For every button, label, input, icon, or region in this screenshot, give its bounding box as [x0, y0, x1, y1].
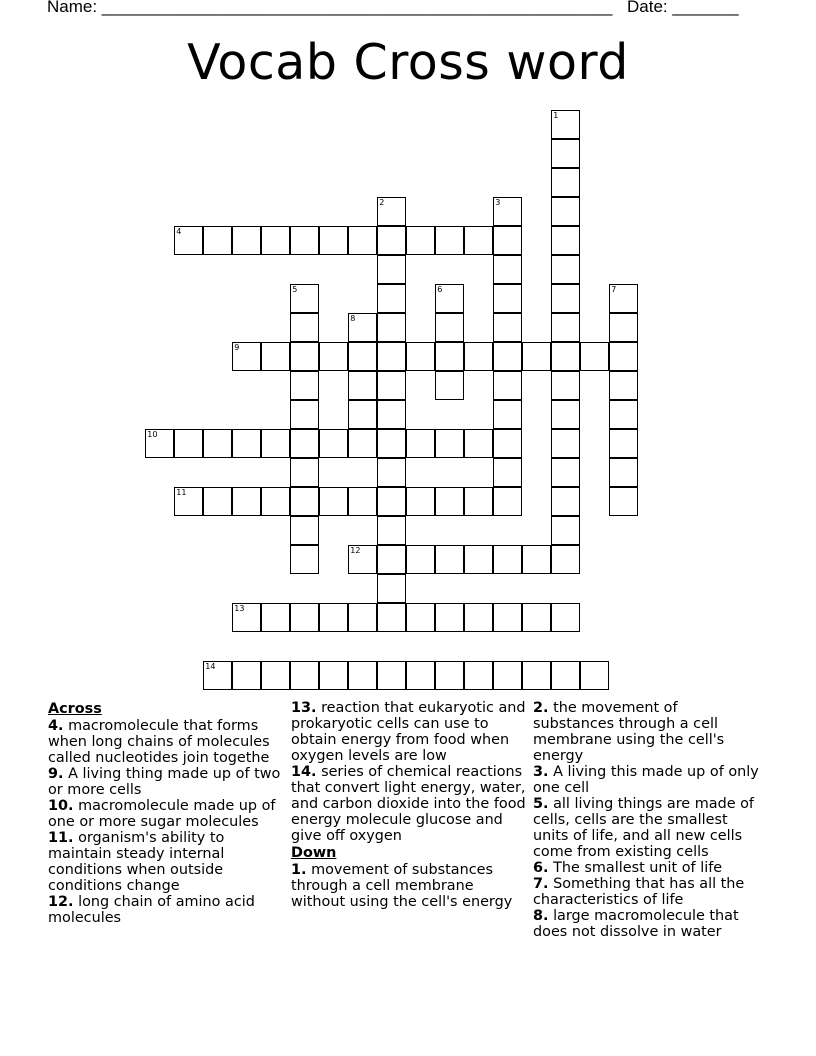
clue-text: macromolecule that forms when long chains of molecules called nucleotides join togethe: [48, 718, 270, 766]
grid-cell[interactable]: [493, 545, 522, 574]
clue-text: long chain of amino acid molecules: [48, 894, 255, 926]
grid-cell[interactable]: [377, 516, 406, 545]
grid-cell[interactable]: [493, 284, 522, 313]
grid-cell[interactable]: [493, 197, 522, 226]
grid-cell[interactable]: [551, 255, 580, 284]
grid-cell[interactable]: [319, 429, 348, 458]
clue-text: large macromolecule that does not dissolve in water: [533, 908, 739, 940]
grid-cell[interactable]: [435, 226, 464, 255]
grid-cell[interactable]: [406, 342, 435, 371]
cell-number: 8: [350, 314, 356, 324]
grid-cell[interactable]: [174, 429, 203, 458]
cell-number: 2: [379, 198, 385, 208]
clue-text: movement of substances through a cell membrane without using the cell's energy: [291, 862, 513, 910]
grid-cell[interactable]: [406, 429, 435, 458]
clue-number: 8.: [533, 908, 549, 924]
grid-cell[interactable]: [435, 371, 464, 400]
grid-cell[interactable]: [348, 226, 377, 255]
grid-cell[interactable]: [493, 226, 522, 255]
cell-number: 3: [495, 198, 501, 208]
grid-cell[interactable]: [290, 458, 319, 487]
across-heading: Across: [48, 701, 102, 717]
grid-cell[interactable]: [551, 284, 580, 313]
grid-cell[interactable]: [203, 226, 232, 255]
grid-cell[interactable]: [435, 284, 464, 313]
clue-across-12: [48, 894, 284, 926]
grid-cell[interactable]: [580, 342, 609, 371]
grid-cell[interactable]: [493, 255, 522, 284]
grid-cell[interactable]: [464, 226, 493, 255]
clue-down-7: [533, 876, 763, 908]
grid-cell[interactable]: [464, 661, 493, 690]
grid-cell[interactable]: [435, 545, 464, 574]
grid-cell[interactable]: [551, 400, 580, 429]
grid-cell[interactable]: [348, 313, 377, 342]
grid-cell[interactable]: [319, 661, 348, 690]
page-title: Vocab Cross word: [187, 34, 629, 91]
grid-cell[interactable]: [261, 342, 290, 371]
grid-cell[interactable]: [551, 516, 580, 545]
clue-down-3: [533, 764, 763, 796]
clue-across-13: [291, 700, 527, 764]
grid-cell[interactable]: [464, 603, 493, 632]
grid-cell[interactable]: [290, 603, 319, 632]
grid-cell[interactable]: [319, 603, 348, 632]
grid-cell[interactable]: [203, 429, 232, 458]
grid-cell[interactable]: [377, 226, 406, 255]
grid-cell[interactable]: [261, 661, 290, 690]
clues-column-1: [48, 700, 284, 926]
grid-cell[interactable]: [609, 371, 638, 400]
cell-number: 4: [176, 227, 182, 237]
cell-number: 12: [350, 546, 361, 556]
grid-cell[interactable]: [348, 400, 377, 429]
grid-cell[interactable]: [290, 284, 319, 313]
clue-number: 4.: [48, 718, 64, 734]
grid-cell[interactable]: [377, 313, 406, 342]
grid-cell[interactable]: [406, 661, 435, 690]
grid-cell[interactable]: [435, 313, 464, 342]
clue-text: macromolecule made up of one or more sugar molecules: [48, 798, 276, 830]
grid-cell[interactable]: [261, 603, 290, 632]
grid-cell[interactable]: [377, 545, 406, 574]
grid-cell[interactable]: [551, 429, 580, 458]
clue-number: 3.: [533, 764, 549, 780]
clue-down-6: [533, 860, 763, 876]
grid-cell[interactable]: [377, 342, 406, 371]
clue-across-11: [48, 830, 284, 894]
clue-number: 9.: [48, 766, 64, 782]
grid-cell[interactable]: [290, 226, 319, 255]
grid-cell[interactable]: [232, 603, 261, 632]
clue-number: 5.: [533, 796, 549, 812]
clue-text: The smallest unit of life: [553, 860, 723, 876]
grid-cell[interactable]: [290, 516, 319, 545]
grid-cell[interactable]: [493, 603, 522, 632]
grid-cell[interactable]: [551, 603, 580, 632]
grid-cell[interactable]: [551, 168, 580, 197]
grid-cell[interactable]: [493, 661, 522, 690]
grid-cell[interactable]: [377, 487, 406, 516]
grid-cell[interactable]: [319, 226, 348, 255]
clue-number: 6.: [533, 860, 549, 876]
clue-text: Something that has all the characteristics of life: [533, 876, 745, 908]
grid-cell[interactable]: [261, 429, 290, 458]
grid-cell[interactable]: [551, 545, 580, 574]
grid-cell[interactable]: [348, 429, 377, 458]
grid-cell[interactable]: [551, 226, 580, 255]
grid-cell[interactable]: [551, 342, 580, 371]
grid-cell[interactable]: [377, 400, 406, 429]
clue-across-4: [48, 718, 284, 766]
grid-cell[interactable]: [174, 487, 203, 516]
grid-cell[interactable]: [348, 603, 377, 632]
grid-cell[interactable]: [493, 487, 522, 516]
clues-column-2: [291, 700, 527, 910]
cell-number: 10: [147, 430, 158, 440]
cell-number: 14: [205, 662, 216, 672]
grid-cell[interactable]: [435, 661, 464, 690]
grid-cell[interactable]: [551, 197, 580, 226]
grid-cell[interactable]: [348, 545, 377, 574]
clue-text: organism's ability to maintain steady internal conditions when outside conditions change: [48, 830, 225, 894]
cell-number: 6: [437, 285, 443, 295]
grid-cell[interactable]: [377, 661, 406, 690]
grid-cell[interactable]: [203, 661, 232, 690]
clue-text: A living thing made up of two or more cells: [48, 766, 281, 798]
clue-number: 12.: [48, 894, 74, 910]
grid-cell[interactable]: [290, 313, 319, 342]
grid-cell[interactable]: [551, 313, 580, 342]
grid-cell[interactable]: [406, 487, 435, 516]
grid-cell[interactable]: [464, 545, 493, 574]
clue-down-2: [533, 700, 763, 764]
cell-number: 7: [611, 285, 617, 295]
grid-cell[interactable]: [493, 458, 522, 487]
clue-number: 14.: [291, 764, 317, 780]
grid-cell[interactable]: [551, 139, 580, 168]
grid-cell[interactable]: [290, 487, 319, 516]
cell-number: 9: [234, 343, 240, 353]
grid-cell[interactable]: [319, 487, 348, 516]
grid-cell[interactable]: [551, 110, 580, 139]
grid-cell[interactable]: [232, 661, 261, 690]
grid-cell[interactable]: [435, 429, 464, 458]
grid-cell[interactable]: [609, 458, 638, 487]
grid-cell[interactable]: [522, 603, 551, 632]
grid-cell[interactable]: [232, 226, 261, 255]
grid-cell[interactable]: [290, 429, 319, 458]
clue-text: all living things are made of cells, cells are the smallest units of life, and all new cells come from existing cells: [533, 796, 754, 860]
clue-down-8: [533, 908, 763, 940]
grid-cell[interactable]: [232, 487, 261, 516]
clue-text: A living this made up of only one cell: [533, 764, 759, 796]
grid-cell[interactable]: [551, 458, 580, 487]
grid-cell[interactable]: [377, 574, 406, 603]
cell-number: 5: [292, 285, 298, 295]
clue-number: 13.: [291, 700, 317, 716]
grid-cell[interactable]: [406, 545, 435, 574]
grid-cell[interactable]: [377, 429, 406, 458]
grid-cell[interactable]: [609, 284, 638, 313]
clue-down-5: [533, 796, 763, 860]
grid-cell[interactable]: [464, 429, 493, 458]
grid-cell[interactable]: [493, 342, 522, 371]
grid-cell[interactable]: [493, 313, 522, 342]
clue-number: 2.: [533, 700, 549, 716]
date-line: Date: _______: [627, 0, 739, 16]
grid-cell[interactable]: [435, 342, 464, 371]
grid-cell[interactable]: [377, 255, 406, 284]
grid-cell[interactable]: [377, 284, 406, 313]
grid-cell[interactable]: [551, 487, 580, 516]
grid-cell[interactable]: [377, 458, 406, 487]
cell-number: 13: [234, 604, 245, 614]
grid-cell[interactable]: [290, 400, 319, 429]
clue-across-10: [48, 798, 284, 830]
grid-cell[interactable]: [348, 371, 377, 400]
grid-cell[interactable]: [580, 661, 609, 690]
grid-cell[interactable]: [232, 429, 261, 458]
grid-cell[interactable]: [609, 342, 638, 371]
clue-across-14: [291, 764, 527, 844]
cell-number: 1: [553, 111, 559, 121]
grid-cell[interactable]: [435, 487, 464, 516]
grid-cell[interactable]: [348, 487, 377, 516]
clue-number: 7.: [533, 876, 549, 892]
grid-cell[interactable]: [522, 661, 551, 690]
grid-cell[interactable]: [261, 487, 290, 516]
grid-cell[interactable]: [464, 487, 493, 516]
cell-number: 11: [176, 488, 187, 498]
grid-cell[interactable]: [609, 313, 638, 342]
name-line: Name: ______________________________________________________: [47, 0, 613, 16]
grid-cell[interactable]: [348, 661, 377, 690]
grid-cell[interactable]: [435, 603, 464, 632]
grid-cell[interactable]: [145, 429, 174, 458]
grid-cell[interactable]: [377, 371, 406, 400]
grid-cell[interactable]: [174, 226, 203, 255]
clue-text: reaction that eukaryotic and prokaryotic cells can use to obtain energy from food when oxygen levels are low: [291, 700, 526, 764]
clues-column-3: [533, 700, 763, 940]
grid-cell[interactable]: [609, 400, 638, 429]
grid-cell[interactable]: [290, 661, 319, 690]
grid-cell[interactable]: [609, 429, 638, 458]
grid-cell[interactable]: [464, 342, 493, 371]
grid-cell[interactable]: [551, 371, 580, 400]
grid-cell[interactable]: [406, 603, 435, 632]
grid-cell[interactable]: [377, 603, 406, 632]
grid-cell[interactable]: [522, 342, 551, 371]
clue-across-9: [48, 766, 284, 798]
grid-cell[interactable]: [203, 487, 232, 516]
grid-cell[interactable]: [493, 400, 522, 429]
grid-cell[interactable]: [493, 429, 522, 458]
clue-down-1: [291, 862, 527, 910]
clue-text: series of chemical reactions that convert light energy, water, and carbon dioxide into the food energy molecule glucose and give off oxygen: [291, 764, 526, 844]
grid-cell[interactable]: [493, 371, 522, 400]
grid-cell[interactable]: [290, 545, 319, 574]
grid-cell[interactable]: [609, 487, 638, 516]
grid-cell[interactable]: [261, 226, 290, 255]
grid-cell[interactable]: [377, 197, 406, 226]
clue-number: 11.: [48, 830, 74, 846]
clue-number: 1.: [291, 862, 307, 878]
down-heading: Down: [291, 845, 337, 861]
grid-cell[interactable]: [348, 342, 377, 371]
clue-number: 10.: [48, 798, 74, 814]
grid-cell[interactable]: [551, 661, 580, 690]
clue-text: the movement of substances through a cell membrane using the cell's energy: [533, 700, 725, 764]
grid-cell[interactable]: [319, 342, 348, 371]
grid-cell[interactable]: [290, 342, 319, 371]
grid-cell[interactable]: [406, 226, 435, 255]
grid-cell[interactable]: [522, 545, 551, 574]
grid-cell[interactable]: [232, 342, 261, 371]
grid-cell[interactable]: [290, 371, 319, 400]
